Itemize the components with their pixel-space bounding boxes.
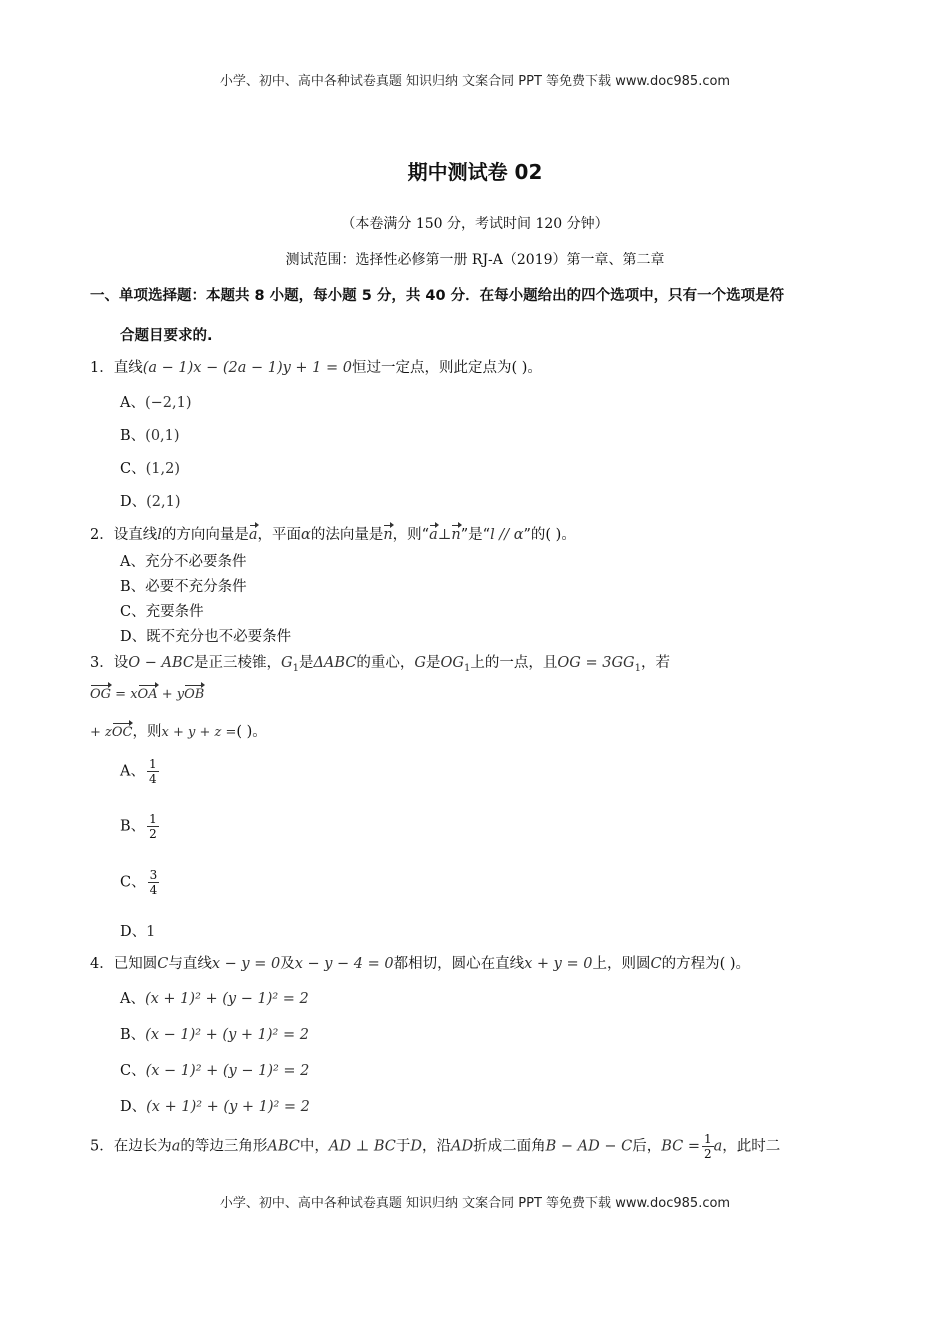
question-text: 的等边三角形	[180, 1138, 268, 1155]
option-label: C、	[120, 874, 146, 891]
fraction-numerator: 1	[149, 812, 157, 826]
question-text: 中，	[299, 1138, 329, 1155]
option-value: (1,2)	[145, 461, 180, 477]
option-b	[120, 1023, 309, 1044]
option-value: (0,1)	[145, 428, 180, 444]
option-label: D、	[120, 924, 147, 940]
section-heading-line1: 一、单项选择题：本题共 8 小题，每小题 5 分，共 40 分．在每小题给出的四个选项中，只有一个选项是符	[90, 288, 785, 304]
vector-n: n	[451, 527, 461, 543]
math-expression: OG	[440, 655, 464, 671]
question-3	[90, 651, 870, 674]
option-value: (x − 1)² + (y + 1)² = 2	[145, 1027, 309, 1043]
option-value: (x + 1)² + (y + 1)² = 2	[146, 1099, 310, 1115]
math-expression: x + y + z =	[161, 725, 237, 740]
option-label: D、	[120, 494, 147, 510]
option-label: A、	[120, 991, 145, 1007]
math-expression: x − y − 4 = 0	[294, 956, 394, 972]
vector-og: OG	[90, 687, 112, 702]
question-text: ，若	[640, 655, 670, 671]
math-expression: BC =	[661, 1138, 700, 1155]
fraction	[702, 1132, 714, 1161]
fraction-denominator: 2	[704, 1147, 712, 1161]
option-label: C、	[120, 1063, 146, 1079]
question-3-continued	[90, 720, 870, 741]
option-b	[120, 575, 247, 596]
fraction-numerator: 3	[149, 868, 158, 882]
math-symbol: a	[171, 1138, 181, 1155]
question-text: 折成二面角	[473, 1138, 546, 1155]
fraction-denominator: 4	[149, 883, 158, 897]
vector-ob: OB	[184, 687, 205, 702]
math-expression: + y	[157, 687, 185, 702]
question-number: 3．	[90, 655, 114, 671]
option-fraction	[147, 812, 159, 841]
fraction-denominator: 4	[148, 772, 157, 786]
math-expression: + z	[90, 725, 112, 740]
option-b	[120, 812, 159, 841]
vector-a: a	[429, 527, 438, 543]
option-a	[120, 987, 309, 1008]
question-text: ，则“	[392, 527, 430, 543]
question-5	[90, 1132, 880, 1161]
exam-scope: 测试范围：选择性必修第一册 RJ-A（2019）第一章、第二章	[285, 252, 665, 268]
fraction-numerator: 1	[704, 1132, 712, 1146]
math-expression: AD ⊥ BC	[328, 1138, 396, 1155]
math-symbol: D	[410, 1138, 423, 1155]
math-symbol: ⊥	[437, 527, 452, 543]
question-2	[90, 523, 870, 544]
math-symbol: G	[414, 655, 427, 671]
option-d	[120, 1095, 310, 1116]
question-text: 是	[426, 655, 441, 671]
math-symbol: AD	[451, 1138, 474, 1155]
section-heading	[90, 276, 880, 356]
vector-n: n	[383, 527, 393, 543]
question-1	[90, 356, 870, 377]
math-expression: x − y = 0	[211, 956, 281, 972]
math-expression: OG = 3GG	[557, 655, 635, 671]
option-label: B、	[120, 428, 146, 444]
question-text: 是正三棱锥，	[193, 655, 281, 671]
option-label: C、	[120, 461, 146, 477]
option-label: C、	[120, 604, 146, 620]
option-label: D、	[120, 629, 147, 645]
question-number: 5．	[90, 1138, 114, 1155]
section-heading-line2: 合题目要求的.	[120, 328, 213, 344]
math-symbol: C	[157, 956, 169, 972]
question-text: ”的( )。	[523, 527, 576, 543]
option-label: A、	[120, 395, 145, 411]
math-symbol: ABC	[267, 1138, 300, 1155]
page-footer: 小学、初中、高中各种试卷真题 知识归纳 文案合同 PPT 等免费下载 www.doc985.com	[219, 1196, 731, 1211]
option-value: 充分不必要条件	[144, 554, 247, 570]
math-expression: = x	[111, 687, 138, 702]
question-text: 的方向向量是	[161, 527, 249, 543]
option-value: (x − 1)² + (y − 1)² = 2	[145, 1063, 310, 1079]
question-text: 都相切，圆心在直线	[393, 956, 525, 972]
math-subscript: 1	[634, 662, 641, 674]
option-label: B、	[120, 1027, 146, 1043]
page-header: 小学、初中、高中各种试卷真题 知识归纳 文案合同 PPT 等免费下载 www.doc985.com	[219, 74, 731, 89]
option-fraction	[148, 868, 160, 897]
question-text: 上的一点，且	[470, 655, 558, 671]
option-value: (x + 1)² + (y − 1)² = 2	[144, 991, 309, 1007]
question-text: 与直线	[168, 956, 212, 972]
math-symbol: l	[157, 527, 162, 543]
option-value: 充要条件	[145, 604, 204, 620]
option-value: (2,1)	[146, 494, 181, 510]
question-text: 直线	[113, 360, 143, 376]
math-expression: B − AD − C	[545, 1138, 633, 1155]
math-subscript: 1	[464, 662, 471, 674]
question-number: 2．	[90, 527, 114, 543]
question-text: 是	[298, 655, 314, 671]
option-c	[120, 457, 180, 478]
question-text: 恒过一定点，则此定点为( )。	[352, 360, 542, 376]
question-text: ，此时二	[722, 1138, 781, 1155]
question-text: 的法向量是	[310, 527, 384, 543]
question-text: 设	[113, 655, 129, 671]
math-symbol: a	[713, 1138, 723, 1155]
option-d	[120, 920, 155, 941]
question-text: ”是“	[460, 527, 491, 543]
question-text: 上，则圆	[592, 956, 651, 972]
vector-a: a	[248, 527, 258, 543]
question-number: 1．	[90, 360, 114, 376]
math-expression: l // α	[490, 527, 524, 543]
question-3-vector-equation	[90, 687, 870, 702]
question-text: 在边长为	[113, 1138, 172, 1155]
fraction-numerator: 1	[148, 757, 157, 771]
option-c	[120, 868, 159, 897]
math-expression: O − ABC	[128, 655, 194, 671]
math-expression: x + y = 0	[524, 956, 593, 972]
vector-oa: OA	[137, 687, 158, 702]
option-value: 1	[146, 924, 156, 940]
question-4	[90, 952, 870, 973]
question-number: 4．	[90, 956, 114, 972]
math-symbol: α	[301, 527, 311, 543]
question-text: ，则	[132, 724, 162, 740]
option-value: 必要不充分条件	[145, 579, 247, 595]
option-a	[120, 391, 192, 412]
question-text: 后，	[632, 1138, 662, 1155]
math-expression: (a − 1)x − (2a − 1)y + 1 = 0	[142, 360, 352, 376]
option-value: 既不充分也不必要条件	[146, 629, 292, 645]
option-label: D、	[120, 1099, 147, 1115]
option-label: B、	[120, 818, 146, 835]
option-label: B、	[120, 579, 146, 595]
question-text: ( )。	[236, 724, 267, 740]
vector-oc: OC	[111, 725, 133, 740]
question-text: 设直线	[113, 527, 158, 543]
question-text: 已知圆	[113, 956, 158, 972]
math-subscript: 1	[292, 662, 299, 674]
option-label: A、	[120, 763, 145, 780]
option-a	[120, 757, 159, 786]
option-d	[120, 625, 291, 646]
question-text: 的重心，	[356, 655, 415, 671]
question-text: 于	[395, 1138, 411, 1155]
option-d	[120, 490, 181, 511]
math-expression: ΔABC	[313, 655, 357, 671]
math-symbol: C	[650, 956, 662, 972]
option-c	[120, 600, 204, 621]
option-value: (−2,1)	[144, 395, 192, 411]
option-b	[120, 424, 180, 445]
question-text: 的方程为( )。	[661, 956, 751, 972]
question-text: ，平面	[257, 527, 302, 543]
option-c	[120, 1059, 309, 1080]
option-label: A、	[120, 554, 145, 570]
exam-info: （本卷满分 150 分，考试时间 120 分钟）	[341, 216, 609, 232]
question-text: ，沿	[422, 1138, 452, 1155]
option-a	[120, 550, 246, 571]
option-fraction	[147, 757, 159, 786]
page-title: 期中测试卷 02	[407, 160, 543, 184]
question-text: 及	[280, 956, 295, 972]
fraction-denominator: 2	[149, 827, 157, 841]
math-symbol: G	[280, 655, 293, 671]
